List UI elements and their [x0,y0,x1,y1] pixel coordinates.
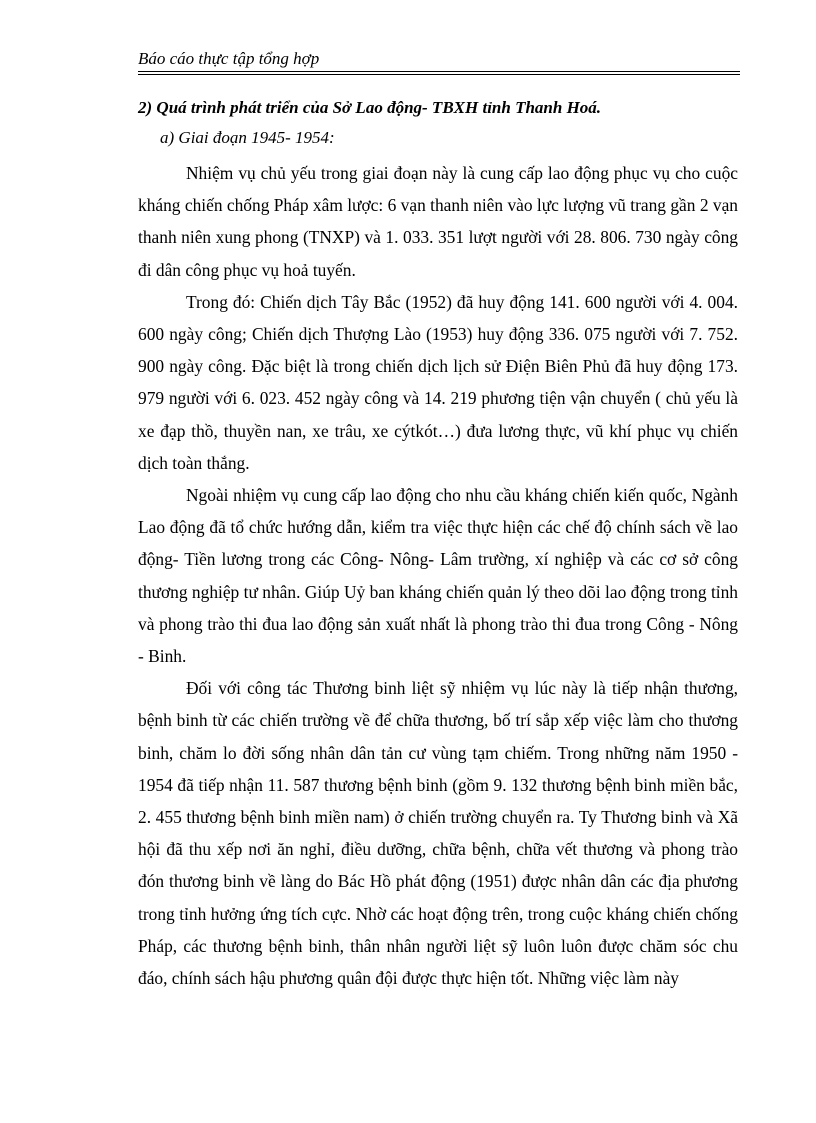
page-header [138,48,740,75]
section-heading: 2) Quá trình phát triển của Sở Lao động- TBXH tỉnh Thanh Hoá. [138,98,602,117]
sub-heading: a) Giai đoạn 1945- 1954: [160,128,335,147]
header-title: Báo cáo thực tập tổng hợp [138,49,320,68]
paragraph-3: Ngoài nhiệm vụ cung cấp lao động cho nhu cầu kháng chiến kiến quốc, Ngành Lao động đã tổ chức hướng dẫn, kiểm tra việc thực hiện các chế độ chính sách về lao động- Tiền lương trong các Công- Nông- Lâm trường, xí nghiệp và các cơ sở công thương nghiệp tư nhân. Giúp Uỷ ban kháng chiến quản lý theo dõi lao động trong tỉnh và phong trào thi đua lao động sản xuất nhất là phong trào thi đua trong Công - Nông - Binh. [138,485,738,667]
paragraph-4: Đối với công tác Thương binh liệt sỹ nhiệm vụ lúc này là tiếp nhận thương, bệnh binh từ các chiến trường về để chữa thương, bố trí sắp xếp việc làm cho thương binh, chăm lo đời sống nhân dân tản cư vùng tạm chiếm. Trong những năm 1950 - 1954 đã tiếp nhận 11. 587 thương bệnh binh (gồm 9. 132 thương bệnh binh miền bắc, 2. 455 thương bệnh binh miền nam) ở chiến trường chuyển ra. Ty Thương binh và Xã hội đã thu xếp nơi ăn nghỉ, điều dưỡng, chữa bệnh, chữa vết thương và phong trào đón thương binh về làng do Bác Hồ phát động (1951) được nhân dân các địa phương trong tỉnh hưởng ứng tích cực. Nhờ các hoạt động trên, trong cuộc kháng chiến chống Pháp, các thương bệnh binh, thân nhân người liệt sỹ luôn luôn được chăm sóc chu đáo, chính sách hậu phương quân đội được thực hiện tốt. Những việc làm này [138,678,738,989]
paragraph-2: Trong đó: Chiến dịch Tây Bắc (1952) đã huy động 141. 600 người với 4. 004. 600 ngày công; Chiến dịch Thượng Lào (1953) huy động 336. 075 người với 7. 752. 900 ngày công. Đặc biệt là trong chiến dịch lịch sử Điện Biên Phủ đã huy động 173. 979 người với 6. 023. 452 ngày công và 14. 219 phương tiện vận chuyển ( chủ yếu là xe đạp thồ, thuyền nan, xe trâu, xe cýtkót…) đưa lương thực, vũ khí phục vụ chiến dịch toàn thắng. [138,291,738,473]
header-divider [138,71,740,75]
paragraph-1: Nhiệm vụ chủ yếu trong giai đoạn này là cung cấp lao động phục vụ cho cuộc kháng chiến chống Pháp xâm lược: 6 vạn thanh niên vào lực lượng vũ trang gần 2 vạn thanh niên xung phong (TNXP) và 1. 033. 351 lượt người với 28. 806. 730 ngày công đi dân công phục vụ hoả tuyến. [138,163,738,280]
document-body [138,97,738,994]
